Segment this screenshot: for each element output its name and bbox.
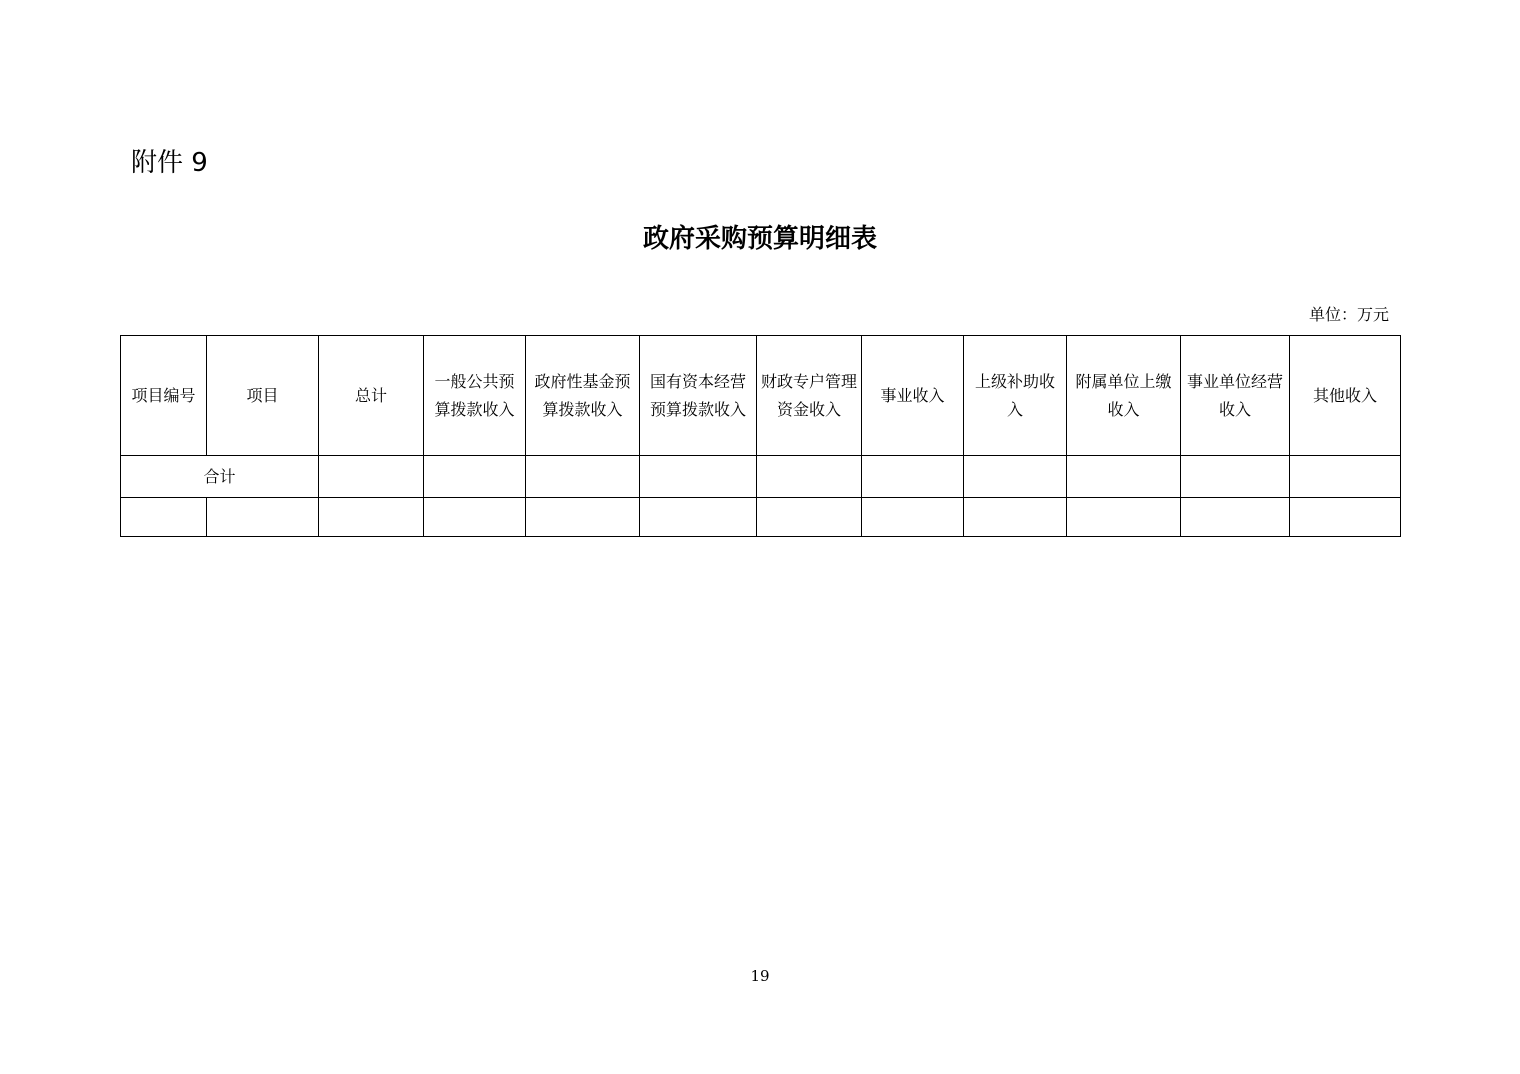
- table-cell: [526, 498, 640, 537]
- header-cell-business-income: 事业收入: [862, 336, 964, 456]
- table-cell: [1181, 498, 1290, 537]
- table-cell: [640, 498, 757, 537]
- table-cell: [757, 456, 862, 498]
- table-cell: [1067, 456, 1181, 498]
- table-cell: [424, 456, 526, 498]
- budget-table: [120, 335, 1401, 537]
- table-cell: [964, 456, 1067, 498]
- table-cell: [964, 498, 1067, 537]
- table-cell: [207, 498, 319, 537]
- header-cell-special-account: 财政专户管理资金收入: [757, 336, 862, 456]
- header-cell-project-code: 项目编号: [121, 336, 207, 456]
- total-label-cell: 合计: [121, 456, 319, 498]
- header-cell-state-capital: 国有资本经营预算拨款收入: [640, 336, 757, 456]
- table-cell: [121, 498, 207, 537]
- unit-note: 单位：万元: [1308, 305, 1389, 324]
- table-cell: [1181, 456, 1290, 498]
- table-row: [121, 498, 1401, 537]
- header-cell-government-fund: 政府性基金预算拨款收入: [526, 336, 640, 456]
- header-cell-affiliated-remittance: 附属单位上缴收入: [1067, 336, 1181, 456]
- table-cell: [757, 498, 862, 537]
- page-number: 19: [750, 967, 770, 985]
- header-cell-total: 总计: [319, 336, 424, 456]
- table-cell: [319, 498, 424, 537]
- table-cell: [862, 498, 964, 537]
- table-total-row: [121, 456, 1401, 498]
- table-cell: [1290, 456, 1401, 498]
- table-cell: [526, 456, 640, 498]
- header-cell-superior-subsidy: 上级补助收入: [964, 336, 1067, 456]
- document-title: 政府采购预算明细表: [642, 224, 877, 254]
- table-cell: [424, 498, 526, 537]
- table-cell: [640, 456, 757, 498]
- table-cell: [319, 456, 424, 498]
- header-cell-other-income: 其他收入: [1290, 336, 1401, 456]
- header-cell-operating-income: 事业单位经营收入: [1181, 336, 1290, 456]
- header-cell-general-budget: 一般公共预算拨款收入: [424, 336, 526, 456]
- header-cell-project: 项目: [207, 336, 319, 456]
- table-cell: [1290, 498, 1401, 537]
- attachment-label: 附件 9: [131, 148, 208, 178]
- table-cell: [1067, 498, 1181, 537]
- table-header-row: [121, 336, 1401, 456]
- table-cell: [862, 456, 964, 498]
